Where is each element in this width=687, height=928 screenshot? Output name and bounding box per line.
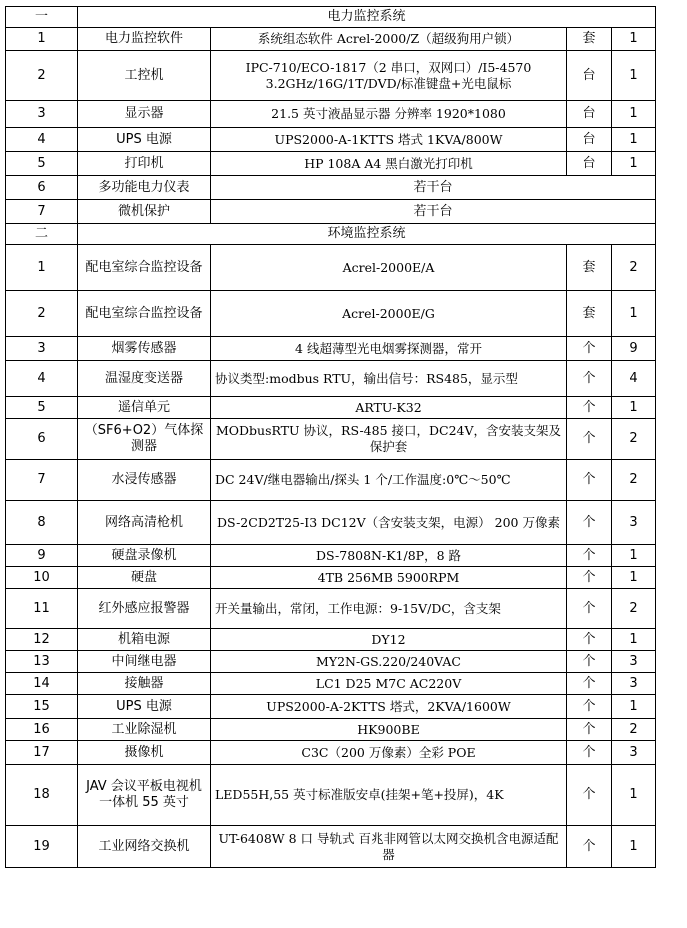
row-number: 6: [6, 419, 78, 460]
item-spec: MY2N-GS.220/240VAC: [211, 651, 567, 673]
item-name: UPS 电源: [78, 695, 211, 719]
item-spec: Acrel-2000E/A: [211, 245, 567, 291]
item-name: 接触器: [78, 673, 211, 695]
item-quantity: 1: [612, 28, 656, 51]
item-unit: 台: [567, 101, 612, 128]
item-quantity: 4: [612, 361, 656, 397]
item-name: （SF6+O2）气体探测器: [78, 419, 211, 460]
row-number: 4: [6, 361, 78, 397]
row-number: 9: [6, 545, 78, 567]
row-number: 3: [6, 101, 78, 128]
row-number: 8: [6, 501, 78, 545]
row-number: 11: [6, 589, 78, 629]
item-spec: UPS2000-A-1KTTS 塔式 1KVA/800W: [211, 128, 567, 152]
item-name: 水浸传感器: [78, 460, 211, 501]
section-number: 一: [6, 7, 78, 28]
table-row: [6, 501, 656, 545]
item-spec: ARTU-K32: [211, 397, 567, 419]
item-unit: 套: [567, 245, 612, 291]
item-spec: 4TB 256MB 5900RPM: [211, 567, 567, 589]
item-spec: DS-7808N-K1/8P，8 路: [211, 545, 567, 567]
table-row: [6, 826, 656, 868]
item-name: 硬盘: [78, 567, 211, 589]
item-name: 配电室综合监控设备: [78, 291, 211, 337]
table-row: [6, 245, 656, 291]
item-name: 打印机: [78, 152, 211, 176]
item-quantity: 1: [612, 128, 656, 152]
item-name: 中间继电器: [78, 651, 211, 673]
table-row: [6, 719, 656, 741]
item-quantity: 3: [612, 651, 656, 673]
item-quantity: 1: [612, 765, 656, 826]
row-number: 19: [6, 826, 78, 868]
row-number: 1: [6, 245, 78, 291]
row-number: 1: [6, 28, 78, 51]
item-name: 工业网络交换机: [78, 826, 211, 868]
item-name: 红外感应报警器: [78, 589, 211, 629]
table-row: [6, 765, 656, 826]
item-name: 多功能电力仪表: [78, 176, 211, 200]
table-row: [6, 361, 656, 397]
item-name: 遥信单元: [78, 397, 211, 419]
item-name: JAV 会议平板电视机一体机 55 英寸: [78, 765, 211, 826]
item-quantity: 2: [612, 245, 656, 291]
row-number: 4: [6, 128, 78, 152]
item-spec: IPC-710/ECO-1817（2 串口，双网口）/I5-4570 3.2GHz/16G/1T/DVD/标准键盘+光电鼠标: [211, 51, 567, 101]
item-quantity: 1: [612, 695, 656, 719]
item-unit: 个: [567, 826, 612, 868]
item-spec: Acrel-2000E/G: [211, 291, 567, 337]
row-number: 14: [6, 673, 78, 695]
item-spec: DS-2CD2T25-I3 DC12V（含安装支架，电源） 200 万像素: [211, 501, 567, 545]
table-row: [6, 545, 656, 567]
table-row: [6, 128, 656, 152]
item-quantity: 1: [612, 152, 656, 176]
item-spec: DY12: [211, 629, 567, 651]
item-unit: 个: [567, 741, 612, 765]
table-row: [6, 176, 656, 200]
item-spec: MODbusRTU 协议，RS-485 接口，DC24V，含安装支架及保护套: [211, 419, 567, 460]
equipment-table: [5, 6, 656, 868]
row-number: 3: [6, 337, 78, 361]
table-row: [6, 673, 656, 695]
item-unit: 台: [567, 128, 612, 152]
row-number: 2: [6, 291, 78, 337]
item-unit: 台: [567, 152, 612, 176]
item-merged-note: 若干台: [211, 200, 656, 224]
item-unit: 个: [567, 589, 612, 629]
table-row: [6, 101, 656, 128]
item-unit: 个: [567, 567, 612, 589]
item-unit: 个: [567, 337, 612, 361]
table-row: [6, 589, 656, 629]
item-name: 机箱电源: [78, 629, 211, 651]
item-quantity: 3: [612, 673, 656, 695]
row-number: 6: [6, 176, 78, 200]
section-header-row: [6, 7, 656, 28]
row-number: 7: [6, 460, 78, 501]
item-spec: 系统组态软件 Acrel-2000/Z（超级狗用户锁）: [211, 28, 567, 51]
item-quantity: 1: [612, 545, 656, 567]
item-unit: 台: [567, 51, 612, 101]
item-name: 摄像机: [78, 741, 211, 765]
table-row: [6, 629, 656, 651]
item-unit: 个: [567, 629, 612, 651]
row-number: 5: [6, 152, 78, 176]
table-row: [6, 28, 656, 51]
item-unit: 个: [567, 419, 612, 460]
item-name: 配电室综合监控设备: [78, 245, 211, 291]
table-row: [6, 51, 656, 101]
section-number: 二: [6, 224, 78, 245]
item-quantity: 2: [612, 419, 656, 460]
item-quantity: 2: [612, 719, 656, 741]
item-quantity: 1: [612, 629, 656, 651]
row-number: 5: [6, 397, 78, 419]
item-spec: HK900BE: [211, 719, 567, 741]
row-number: 10: [6, 567, 78, 589]
row-number: 12: [6, 629, 78, 651]
item-unit: 套: [567, 291, 612, 337]
item-quantity: 2: [612, 460, 656, 501]
item-spec: 21.5 英寸液晶显示器 分辨率 1920*1080: [211, 101, 567, 128]
item-unit: 套: [567, 28, 612, 51]
item-unit: 个: [567, 651, 612, 673]
item-unit: 个: [567, 765, 612, 826]
item-unit: 个: [567, 545, 612, 567]
item-quantity: 1: [612, 567, 656, 589]
table-row: [6, 200, 656, 224]
item-name: 显示器: [78, 101, 211, 128]
item-quantity: 2: [612, 589, 656, 629]
item-unit: 个: [567, 361, 612, 397]
item-quantity: 9: [612, 337, 656, 361]
table-row: [6, 567, 656, 589]
item-spec: DC 24V/继电器输出/探头 1 个/工作温度:0℃～50℃: [211, 460, 567, 501]
row-number: 13: [6, 651, 78, 673]
section-title: 电力监控系统: [78, 7, 656, 28]
item-name: UPS 电源: [78, 128, 211, 152]
item-unit: 个: [567, 673, 612, 695]
item-quantity: 1: [612, 291, 656, 337]
row-number: 15: [6, 695, 78, 719]
row-number: 7: [6, 200, 78, 224]
item-spec: LC1 D25 M7C AC220V: [211, 673, 567, 695]
item-name: 烟雾传感器: [78, 337, 211, 361]
table-row: [6, 741, 656, 765]
item-spec: 开关量输出，常闭，工作电源：9-15V/DC，含支架: [211, 589, 567, 629]
item-quantity: 3: [612, 501, 656, 545]
item-name: 硬盘录像机: [78, 545, 211, 567]
row-number: 16: [6, 719, 78, 741]
item-unit: 个: [567, 501, 612, 545]
table-row: [6, 460, 656, 501]
table-row: [6, 337, 656, 361]
item-unit: 个: [567, 397, 612, 419]
item-quantity: 1: [612, 51, 656, 101]
table-row: [6, 695, 656, 719]
item-quantity: 1: [612, 101, 656, 128]
item-name: 工业除湿机: [78, 719, 211, 741]
table-row: [6, 419, 656, 460]
item-spec: UT-6408W 8 口 导轨式 百兆非网管以太网交换机含电源适配器: [211, 826, 567, 868]
item-name: 网络高清枪机: [78, 501, 211, 545]
item-name: 微机保护: [78, 200, 211, 224]
item-name: 电力监控软件: [78, 28, 211, 51]
table-row: [6, 152, 656, 176]
item-unit: 个: [567, 719, 612, 741]
item-quantity: 1: [612, 826, 656, 868]
section-title: 环境监控系统: [78, 224, 656, 245]
section-header-row: [6, 224, 656, 245]
table-row: [6, 397, 656, 419]
item-name: 工控机: [78, 51, 211, 101]
item-merged-note: 若干台: [211, 176, 656, 200]
item-spec: UPS2000-A-2KTTS 塔式，2KVA/1600W: [211, 695, 567, 719]
item-unit: 个: [567, 460, 612, 501]
table-row: [6, 651, 656, 673]
item-unit: 个: [567, 695, 612, 719]
item-spec: 4 线超薄型光电烟雾探测器，常开: [211, 337, 567, 361]
item-quantity: 3: [612, 741, 656, 765]
row-number: 18: [6, 765, 78, 826]
item-quantity: 1: [612, 397, 656, 419]
item-spec: LED55H,55 英寸标准版安卓(挂架+笔+投屏)，4K: [211, 765, 567, 826]
item-spec: 协议类型:modbus RTU，输出信号：RS485，显示型: [211, 361, 567, 397]
table-row: [6, 291, 656, 337]
item-spec: C3C（200 万像素）全彩 POE: [211, 741, 567, 765]
equipment-table-body: [6, 7, 656, 868]
item-name: 温湿度变送器: [78, 361, 211, 397]
row-number: 2: [6, 51, 78, 101]
row-number: 17: [6, 741, 78, 765]
item-spec: HP 108A A4 黑白激光打印机: [211, 152, 567, 176]
